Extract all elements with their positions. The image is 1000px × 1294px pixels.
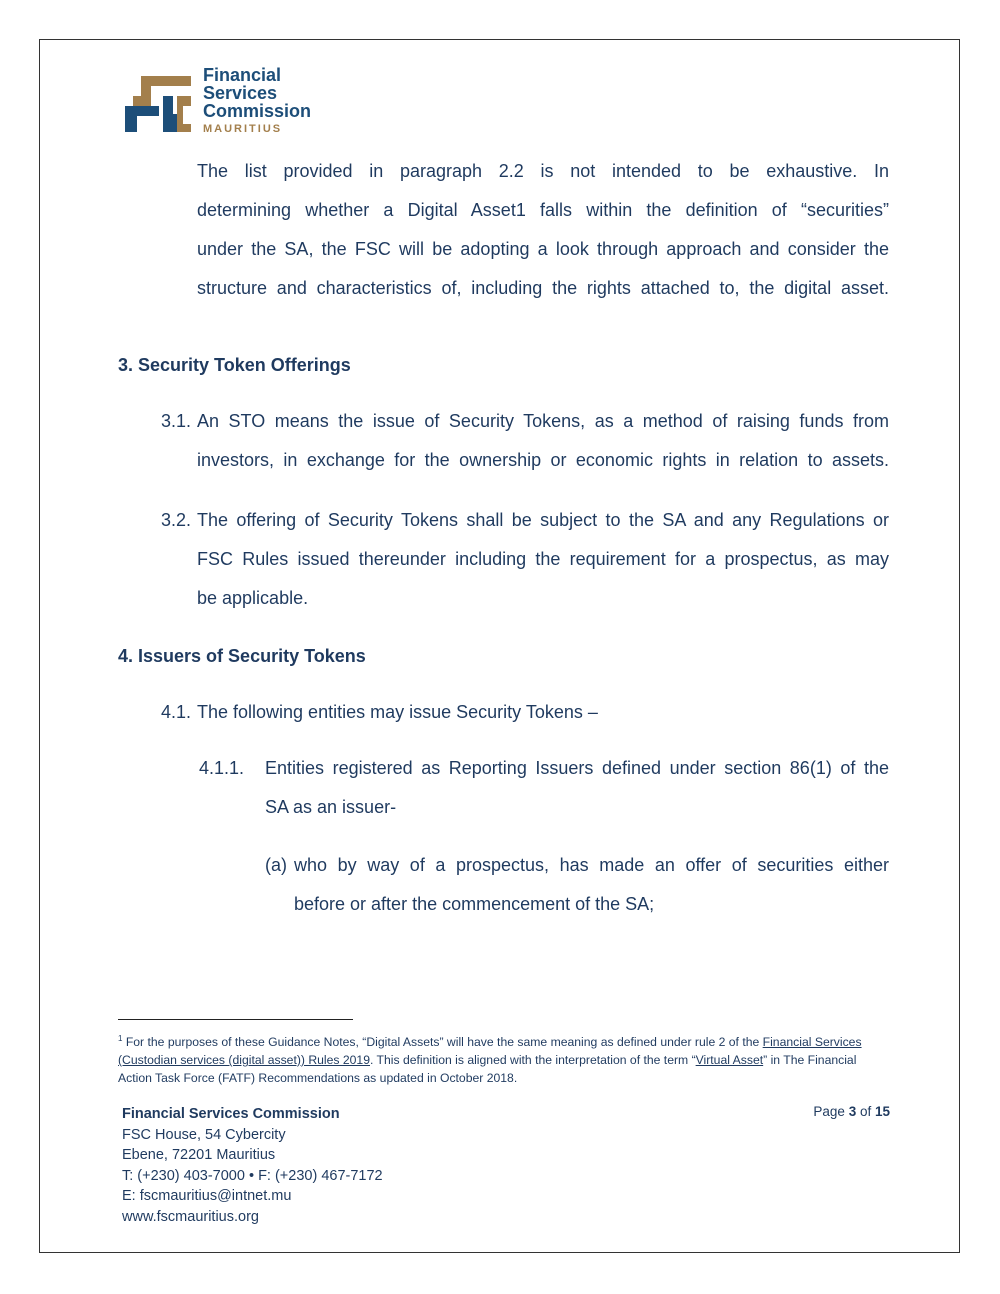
logo-wordmark [203, 66, 311, 135]
logo-line-1: Financial [203, 65, 282, 85]
para-3-2-line-2: FSC Rules issued thereunder including the requirement for a prospectus, as may [197, 549, 889, 569]
para-3-2 [197, 501, 889, 618]
para-4-1-1-line-1: Entities registered as Reporting Issuers defined under section 86(1) of the [265, 758, 889, 778]
para-a [294, 846, 889, 924]
footnote-reference[interactable]: 1 [515, 200, 526, 220]
para-3-1-line-2: investors, in exchange for the ownership or economic rights in relation to assets. [197, 450, 889, 470]
para-4-1-1 [265, 749, 889, 827]
footnote-link-rules[interactable]: Financial Services (Custodian services (digital asset)) Rules 2019 [118, 1035, 862, 1068]
intro-line-4: structure and characteristics of, including the rights attached to, the digital asset. [197, 278, 889, 298]
footer-org: Financial Services Commission [122, 1106, 340, 1122]
footer-addr-1: FSC House, 54 Cybercity [122, 1126, 286, 1143]
para-4-1 [197, 693, 889, 732]
para-3-1 [197, 402, 889, 480]
footnote-mark: 1 [118, 1034, 123, 1043]
section-4-heading: 4. Issuers of Security Tokens [118, 646, 366, 666]
para-3-1-number: 3.1. [161, 411, 192, 431]
footnote-separator [118, 1019, 353, 1020]
page-number [813, 1104, 890, 1119]
intro-paragraph [197, 152, 889, 308]
logo-subtitle: MAURITIUS [203, 123, 283, 135]
footer-addr-2: Ebene, 72201 Mauritius [122, 1147, 276, 1163]
footer-email: E: fscmauritius@intnet.mu [122, 1188, 292, 1204]
section-3-heading: 3. Security Token Offerings [118, 355, 351, 375]
para-4-1-line-1: The following entities may issue Security Tokens – [197, 702, 598, 722]
footnote-text-1: For the purposes of these Guidance Notes, “Digital Assets” will have the same meaning as defined under rule 2 of the [122, 1035, 763, 1050]
intro-line-1: The list provided in paragraph 2.2 is not intended to be exhaustive. In [197, 161, 889, 181]
intro-line-2a: determining whether a Digital Asset [197, 200, 516, 220]
footer-website: www.fscmauritius.org [122, 1208, 259, 1225]
page-of: of [856, 1104, 875, 1119]
para-4-1-number: 4.1. [161, 702, 192, 722]
fsc-logo-mark-icon [123, 68, 195, 136]
footer-address [122, 1104, 383, 1227]
para-a-line-1: who by way of a prospectus, has made an offer of securities either [294, 855, 889, 875]
page-label: Page [813, 1104, 849, 1119]
para-4-1-1-line-2: SA as an issuer- [265, 797, 397, 817]
page-total: 15 [874, 1104, 890, 1119]
logo-line-3: Commission [203, 101, 312, 121]
footnote-text-2: . This definition is aligned with the interpretation of the term “ [370, 1053, 696, 1068]
intro-line-3: under the SA, the FSC will be adopting a look through approach and consider the [197, 239, 889, 259]
page-current: 3 [848, 1104, 857, 1119]
logo-line-2: Services [203, 83, 278, 103]
footnote [118, 1030, 890, 1087]
para-3-2-number: 3.2. [161, 510, 192, 530]
para-3-2-line-3: be applicable. [197, 588, 309, 608]
para-3-2-line-1: The offering of Security Tokens shall be subject to the SA and any Regulations or [197, 510, 889, 530]
fsc-logo [123, 66, 363, 138]
para-a-number: (a) [265, 855, 287, 875]
para-a-line-2: before or after the commencement of the SA; [294, 894, 655, 914]
intro-line-2 [197, 191, 889, 230]
footnote-link-virtual-asset[interactable]: Virtual Asset [695, 1053, 764, 1068]
footnote-text-3: ” in The Financial Action Task Force (FATF) Recommendations as updated in October 2018. [118, 1053, 857, 1086]
para-4-1-1-number: 4.1.1. [199, 758, 245, 778]
para-3-1-line-1: An STO means the issue of Security Tokens, as a method of raising funds from [197, 411, 889, 431]
intro-line-2b: falls within the definition of “securities” [525, 200, 889, 220]
footer-phone: T: (+230) 403-7000 • F: (+230) 467-7172 [122, 1167, 383, 1184]
